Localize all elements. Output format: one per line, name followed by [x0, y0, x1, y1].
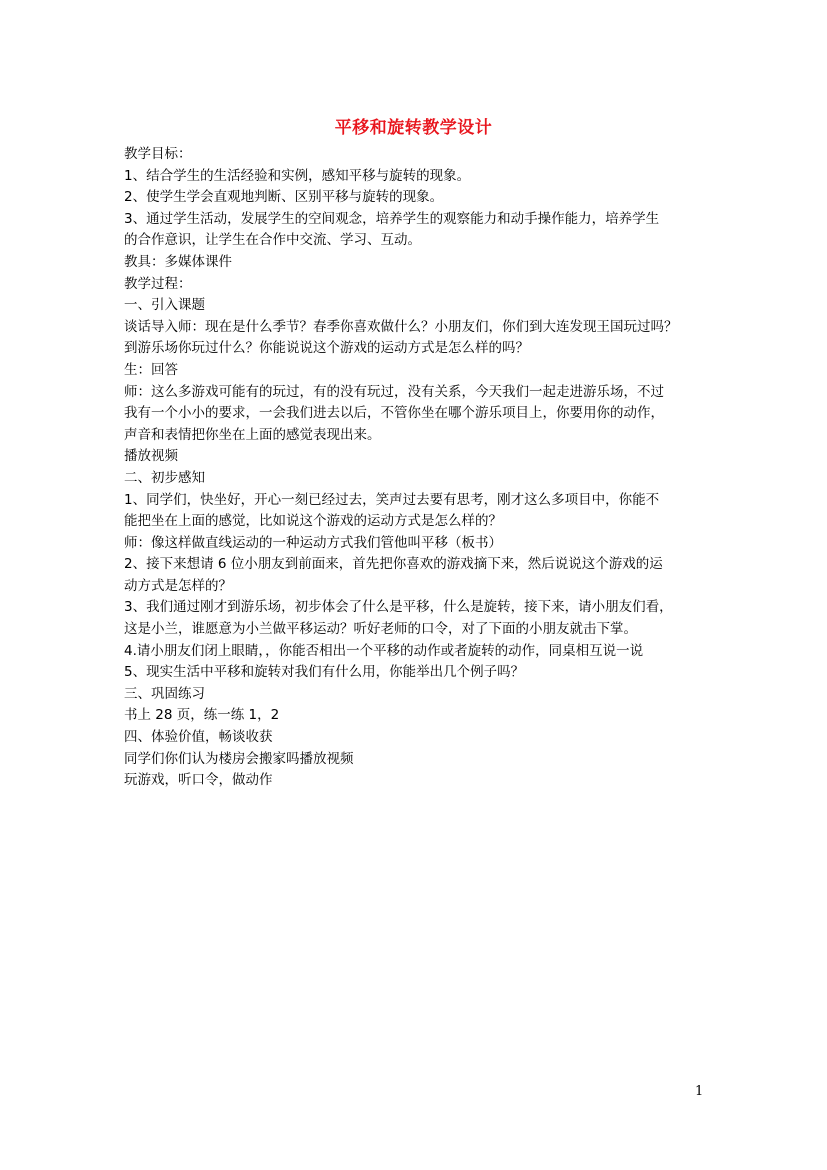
body-line: 3、我们通过刚才到游乐场，初步体会了什么是平移，什么是旋转，接下来，请小朋友们看，	[124, 599, 673, 616]
body-line: 2、接下来想请 6 位小朋友到前面来，首先把你喜欢的游戏摘下来，然后说说这个游戏的运	[124, 556, 663, 573]
body-line: 这是小兰，谁愿意为小兰做平移运动？听好老师的口令，对了下面的小朋友就击下掌。	[124, 621, 637, 638]
body-line: 动方式是怎样的？	[124, 577, 232, 594]
body-line: 到游乐场你玩过什么？你能说说这个游戏的运动方式是怎么样的吗？	[124, 340, 529, 357]
body-line: 播放视频	[124, 448, 178, 465]
body-line: 师：这么多游戏可能有的玩过，有的没有玩过，没有关系，今天我们一起走进游乐场，不过	[124, 383, 664, 400]
page-number: 1	[695, 1084, 704, 1099]
body-line: 能把坐在上面的感觉，比如说这个游戏的运动方式是怎么样的？	[124, 513, 502, 530]
body-line: 4.请小朋友们闭上眼睛，，你能否相出一个平移的动作或者旋转的动作，同桌相互说一说	[124, 642, 644, 659]
body-line: 教具：多媒体课件	[124, 253, 232, 270]
body-line: 生：回答	[124, 361, 178, 378]
section-heading: 二、初步感知	[124, 469, 205, 486]
section-heading: 四、体验价值，畅谈收获	[124, 729, 273, 746]
body-line: 1、结合学生的生活经验和实例，感知平移与旋转的现象。	[124, 167, 471, 184]
body-line: 玩游戏，听口令，做动作	[124, 772, 273, 789]
body-line: 2、使学生学会直观地判断、区别平移与旋转的现象。	[124, 189, 444, 206]
document-title: 平移和旋转教学设计	[334, 118, 493, 138]
section-heading: 一、引入课题	[124, 297, 205, 314]
document-body	[124, 144, 706, 792]
body-line: 5、现实生活中平移和旋转对我们有什么用，你能举出几个例子吗？	[124, 664, 525, 681]
body-line: 我有一个小小的要求，一会我们进去以后，不管你坐在哪个游乐项目上，你要用你的动作，	[124, 405, 664, 422]
body-line: 3、通过学生活动，发展学生的空间观念，培养学生的观察能力和动手操作能力，培养学生	[124, 210, 660, 227]
body-line: 教学过程：	[124, 275, 192, 292]
section-heading: 三、巩固练习	[124, 685, 205, 702]
body-line: 师：像这样做直线运动的一种运动方式我们管他叫平移（板书）	[124, 534, 502, 551]
body-line: 谈话导入师：现在是什么季节？春季你喜欢做什么？小朋友们，你们到大连发现王国玩过吗？	[124, 318, 678, 335]
body-line: 的合作意识，让学生在合作中交流、学习、互动。	[124, 232, 421, 249]
body-line: 书上 28 页，练一练 1，2	[124, 707, 280, 724]
body-line: 教学目标：	[124, 146, 192, 162]
body-line: 1、同学们，快坐好，开心一刻已经过去，笑声过去要有思考，刚才这么多项目中，你能不	[124, 491, 660, 508]
body-line: 声音和表情把你坐在上面的感觉表现出来。	[124, 426, 381, 443]
body-line: 同学们你们认为楼房会搬家吗播放视频	[124, 750, 354, 767]
